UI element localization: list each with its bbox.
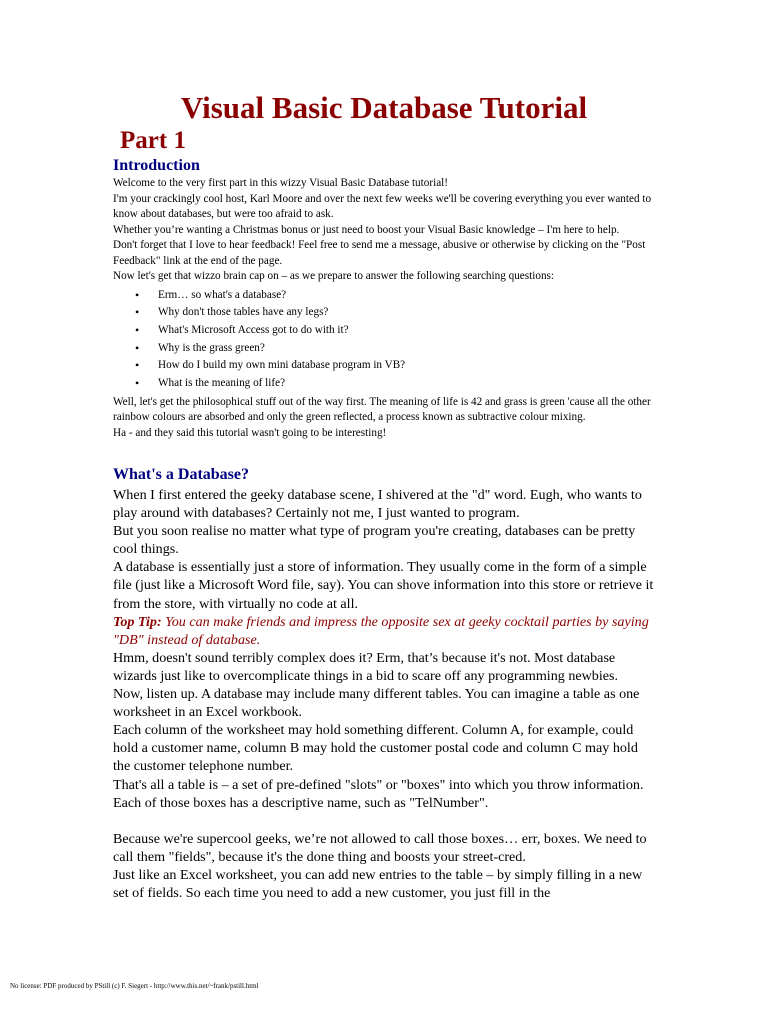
- list-item: [113, 322, 658, 340]
- paragraph-gap: [113, 812, 658, 830]
- question-text: What is the meaning of life?: [158, 377, 286, 390]
- pdf-license-footer: No license: PDF produced by PStill (c) F. Siegert - http://www.this.net/~frank/pstill.html: [10, 982, 259, 990]
- bullet-icon: •: [135, 376, 140, 391]
- top-tip: [113, 613, 658, 649]
- body-paragraph: That's all a table is – a set of pre-defined "slots" or "boxes" into which you throw information. Each of those boxes has a descriptive name, such as "TelNumber".: [113, 776, 644, 811]
- body-paragraph: Hmm, doesn't sound terribly complex does it? Erm, that’s because it's not. Most database wizards just like to overcomplicate things in a bid to scare off any programming newbies.: [113, 649, 619, 684]
- list-item: [113, 375, 658, 393]
- questions-list: [113, 287, 658, 393]
- bullet-icon: •: [135, 340, 140, 355]
- whats-a-database-heading: What's a Database?: [113, 466, 250, 483]
- intro-paragraph: Now let's get that wizzo brain cap on – as we prepare to answer the following searching questions:: [113, 270, 554, 282]
- intro-paragraph: Welcome to the very first part in this wizzy Visual Basic Database tutorial!: [113, 177, 448, 189]
- bullet-icon: •: [135, 305, 140, 320]
- part-heading: Part 1: [120, 127, 186, 154]
- body-paragraph: But you soon realise no matter what type of program you're creating, databases can be pretty cool things.: [113, 523, 636, 558]
- list-item: [113, 287, 658, 305]
- list-item: [113, 357, 658, 375]
- top-tip-label: Top Tip:: [113, 613, 162, 630]
- introduction-section: [113, 176, 658, 441]
- bullet-icon: •: [135, 287, 140, 302]
- page-title: Visual Basic Database Tutorial: [180, 90, 588, 125]
- top-tip-text: You can make friends and impress the opposite sex at geeky cocktail parties by saying "DB" instead of database.: [113, 613, 649, 648]
- body-paragraph: A database is essentially just a store of information. They usually come in the form of a simple file (just like a Microsoft Word file, say). You can shove information into this store or retrieve it from the store, with virtually no code at all.: [113, 559, 654, 612]
- whats-a-database-section: [113, 486, 658, 902]
- list-item: [113, 340, 658, 358]
- bullet-icon: •: [135, 322, 140, 337]
- body-paragraph: Just like an Excel worksheet, you can add new entries to the table – by simply filling in a new set of fields. So each time you need to add a new customer, you just fill in the: [113, 866, 643, 901]
- intro-paragraph: Whether you’re wanting a Christmas bonus or just need to boost your Visual Basic knowledge – I'm here to help.: [113, 223, 620, 236]
- intro-paragraph: I'm your crackingly cool host, Karl Moore and over the next few weeks we'll be covering everything you ever wanted to know about databases, but were too afraid to ask.: [113, 192, 652, 220]
- intro-paragraph: Ha - and they said this tutorial wasn't going to be interesting!: [113, 426, 387, 439]
- body-paragraph: Each column of the worksheet may hold something different. Column A, for example, could hold a customer name, column B may hold the customer postal code and column C may hold the customer telephone number.: [113, 722, 638, 775]
- question-text: Why is the grass green?: [158, 341, 265, 354]
- body-paragraph: Because we're supercool geeks, we’re not allowed to call those boxes… err, boxes. We need to call them "fields", because it's the done thing and boosts your street-cred.: [113, 830, 647, 865]
- body-paragraph: When I first entered the geeky database scene, I shivered at the "d" word. Eugh, who wants to play around with databases? Certainly not me, I just wanted to program.: [113, 487, 642, 522]
- introduction-heading: Introduction: [113, 157, 200, 174]
- question-text: Why don't those tables have any legs?: [158, 306, 329, 319]
- intro-paragraph: Well, let's get the philosophical stuff out of the way first. The meaning of life is 42 and grass is green 'cause all the other rainbow colours are absorbed and only the green reflected, a process known as subtractive colour mixing.: [113, 395, 651, 424]
- question-text: How do I build my own mini database program in VB?: [158, 359, 406, 372]
- bullet-icon: •: [135, 358, 140, 373]
- list-item: [113, 304, 658, 322]
- intro-paragraph: Don't forget that I love to hear feedback! Feel free to send me a message, abusive or otherwise by clicking on the "Post Feedback" link at the end of the page.: [113, 239, 646, 267]
- question-text: Erm… so what's a database?: [158, 288, 287, 301]
- body-paragraph: Now, listen up. A database may include many different tables. You can imagine a table as one worksheet in an Excel workbook.: [113, 686, 640, 721]
- question-text: What's Microsoft Access got to do with it?: [158, 323, 349, 336]
